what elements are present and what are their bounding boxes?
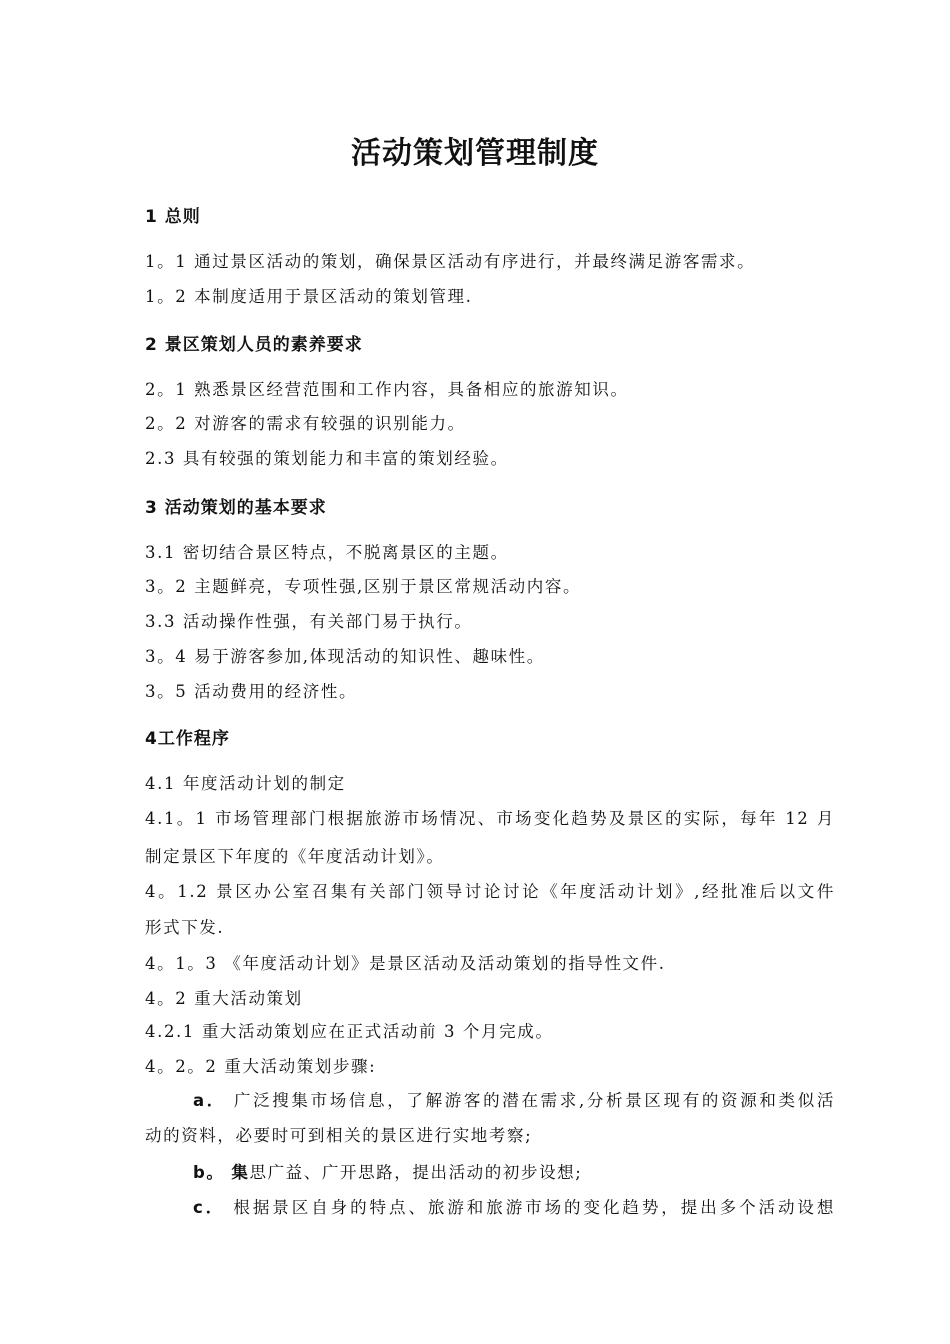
step-c-marker: c． xyxy=(193,1198,226,1217)
step-b-marker: b。 xyxy=(193,1163,225,1182)
step-a-line2: 动的资料，必要时可到相关的景区进行实地考察; xyxy=(145,1126,533,1145)
paragraph-2-1: 2。1 熟悉景区经营范围和工作内容，具备相应的旅游知识。 xyxy=(145,380,629,399)
step-a-marker: a． xyxy=(193,1091,226,1110)
section-3-heading: 3 活动策划的基本要求 xyxy=(145,498,327,518)
paragraph-4-1-2-line1: 4。1.2 景区办公室召集有关部门领导讨论讨论《年度活动计划》,经批准后以文件 xyxy=(145,882,835,901)
paragraph-3-4: 3。4 易于游客参加,体现活动的知识性、趣味性。 xyxy=(145,647,545,666)
step-b-text: 思广益、广开思路，提出活动的初步设想; xyxy=(249,1163,583,1182)
paragraph-2-2: 2。2 对游客的需求有较强的识别能力。 xyxy=(145,414,466,433)
paragraph-4-1-1-line2: 制定景区下年度的《年度活动计划》。 xyxy=(145,847,445,866)
paragraph-1-2: 1。2 本制度适用于景区活动的策划管理. xyxy=(145,287,473,306)
step-c-line1 xyxy=(193,1194,835,1218)
step-b xyxy=(193,1159,582,1183)
paragraph-3-1: 3.1 密切结合景区特点，不脱离景区的主题。 xyxy=(145,543,509,562)
section-1-heading: 1 总则 xyxy=(145,207,201,227)
paragraph-4-1-3: 4。1。3 《年度活动计划》是景区活动及活动策划的指导性文件. xyxy=(145,954,666,973)
paragraph-4-1: 4.1 年度活动计划的制定 xyxy=(145,774,346,793)
step-a-line1 xyxy=(193,1087,835,1111)
paragraph-1-1: 1。1 通过景区活动的策划，确保景区活动有序进行，并最终满足游客需求。 xyxy=(145,252,756,271)
paragraph-2-3: 2.3 具有较强的策划能力和丰富的策划经验。 xyxy=(145,449,509,468)
step-a-text: 广泛搜集市场信息，了解游客的潜在需求,分析景区现有的资源和类似活 xyxy=(233,1091,835,1110)
step-b-first-char: 集 xyxy=(231,1163,250,1182)
document-title: 活动策划管理制度 xyxy=(351,136,599,171)
section-2-heading: 2 景区策划人员的素养要求 xyxy=(145,335,363,355)
paragraph-4-2-2: 4。2。2 重大活动策划步骤: xyxy=(145,1057,377,1076)
section-4-heading: 4工作程序 xyxy=(145,729,230,749)
paragraph-3-3: 3.3 活动操作性强，有关部门易于执行。 xyxy=(145,612,473,631)
paragraph-4-1-1-line1: 4.1。1 市场管理部门根据旅游市场情况、市场变化趋势及景区的实际，每年 12 月 xyxy=(145,809,835,828)
paragraph-4-2: 4。2 重大活动策划 xyxy=(145,989,303,1008)
paragraph-4-2-1: 4.2.1 重大活动策划应在正式活动前 3 个月完成。 xyxy=(145,1022,554,1041)
paragraph-3-5: 3。5 活动费用的经济性。 xyxy=(145,682,358,701)
step-c-text: 根据景区自身的特点、旅游和旅游市场的变化趋势，提出多个活动设想 xyxy=(233,1198,835,1217)
paragraph-4-1-2-line2: 形式下发. xyxy=(145,918,225,937)
paragraph-3-2: 3。2 主题鲜亮，专项性强,区别于景区常规活动内容。 xyxy=(145,577,582,596)
